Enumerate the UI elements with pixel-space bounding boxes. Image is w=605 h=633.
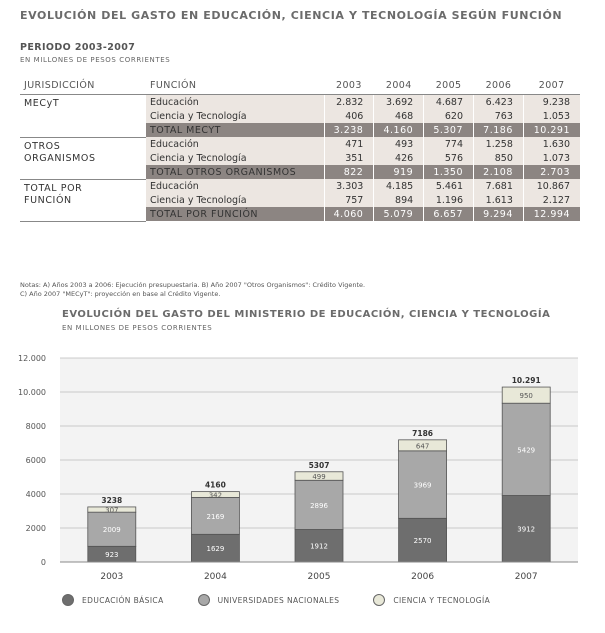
total-label: TOTAL OTROS ORGANISMOS [146,165,324,179]
segment-label: 5429 [517,446,536,455]
value-cell: 351 [324,151,374,165]
total-cell: 7.186 [474,123,524,137]
total-cell: 1.350 [424,165,474,179]
value-cell: 763 [474,109,524,123]
table-header-row [20,77,580,95]
segment-label: 499 [312,473,326,482]
legend-label: CIENCIA Y TECNOLOGÍA [393,595,491,605]
legend-swatch-ciencia [373,594,385,606]
col-header-function: FUNCIÓN [146,77,324,95]
table-row [20,95,580,110]
legend-label: UNIVERSIDADES NACIONALES [217,595,340,605]
y-tick-label: 10.000 [18,388,46,397]
col-header-2005: 2005 [424,77,474,95]
col-header-2007: 2007 [523,77,580,95]
value-cell: 1.053 [523,109,580,123]
value-cell: 1.258 [474,137,524,151]
col-header-jurisdiction: JURISDICCIÓN [20,77,146,95]
segment-label: 1629 [206,545,225,554]
legend-item [198,594,340,606]
col-header-2006: 2006 [474,77,524,95]
value-cell: 757 [324,193,374,207]
value-cell: 5.461 [424,179,474,193]
legend-item [373,594,490,606]
value-cell: 850 [474,151,524,165]
segment-label: 923 [105,551,119,560]
function-cell: Educación [146,95,324,110]
value-cell: 4.687 [424,95,474,110]
col-header-2004: 2004 [374,77,424,95]
note-line: Notas: A) Años 2003 a 2006: Ejecución presupuestaria. B) Año 2007 "Otros Organismos": Crédito Vigente. [20,281,366,289]
value-cell: 3.303 [324,179,374,193]
legend-label: EDUCACIÓN BÁSICA [82,595,164,605]
total-label: 10.291 [511,376,541,386]
y-tick-label: 12.000 [18,354,46,363]
segment-label: 647 [415,442,430,451]
total-label: TOTAL POR FUNCIÓN [146,207,324,221]
value-cell: 620 [424,109,474,123]
value-cell: 468 [374,109,424,123]
y-tick-label: 6000 [25,456,46,465]
segment-label: 1912 [310,542,328,551]
total-cell: 12.994 [523,207,580,221]
total-label: 7186 [412,428,434,438]
value-cell: 6.423 [474,95,524,110]
chart-title: EVOLUCIÓN DEL GASTO DEL MINISTERIO DE EDUCACIÓN, CIENCIA Y TECNOLOGÍA [62,309,551,320]
table-title: EVOLUCIÓN DEL GASTO EN EDUCACIÓN, CIENCIA Y TECNOLOGÍA SEGÚN FUNCIÓN [20,9,563,22]
value-cell: 3.692 [374,95,424,110]
x-tick-label: 2005 [307,572,331,582]
value-cell: 1.073 [523,151,580,165]
function-cell: Ciencia y Tecnología [146,109,324,123]
total-label: 4160 [204,480,226,490]
total-cell: 5.079 [374,207,424,221]
segment-label: 3969 [413,481,432,490]
value-cell: 9.238 [523,95,580,110]
total-cell: 2.703 [523,165,580,179]
function-cell: Educación [146,137,324,151]
x-tick-label: 2003 [100,572,124,582]
jurisdiction-label: MECyT [24,98,60,109]
segment-label: 2169 [206,512,225,521]
legend-item [62,594,164,606]
y-tick-label: 8000 [25,422,46,431]
period-label: PERIODO 2003-2007 [20,42,136,53]
jurisdiction-label: OTROS ORGANISMOS [24,140,96,164]
total-label: TOTAL MECYT [146,123,324,137]
table-notes [20,281,580,299]
segment-label: 2570 [413,537,432,546]
legend-swatch-universidades [198,594,210,606]
value-cell: 493 [374,137,424,151]
y-tick-label: 0 [40,558,46,567]
function-cell: Educación [146,179,324,193]
jurisdiction-cell [20,137,146,179]
segment-label: 950 [519,392,533,401]
value-cell: 2.832 [324,95,374,110]
y-tick-label: 4000 [25,490,46,499]
y-tick-label: 2000 [25,524,46,533]
chart-units: EN MILLONES DE PESOS CORRIENTES [62,324,213,332]
value-cell: 426 [374,151,424,165]
x-tick-label: 2007 [514,572,538,582]
total-cell: 919 [374,165,424,179]
total-cell: 2.108 [474,165,524,179]
total-label: 3238 [101,495,123,505]
total-cell: 822 [324,165,374,179]
table-row [20,179,580,193]
value-cell: 471 [324,137,374,151]
legend-swatch-basica [62,594,74,606]
value-cell: 894 [374,193,424,207]
value-cell: 1.196 [424,193,474,207]
value-cell: 2.127 [523,193,580,207]
table-units: EN MILLONES DE PESOS CORRIENTES [20,56,171,64]
note-line: C) Año 2007 "MECyT": proyección en base al Crédito Vigente. [20,290,221,298]
col-header-2003: 2003 [324,77,374,95]
chart-legend [62,594,524,606]
segment-label: 342 [208,491,223,500]
x-tick-label: 2004 [203,572,227,582]
segment-label: 2009 [102,526,121,535]
function-cell: Ciencia y Tecnología [146,193,324,207]
value-cell: 4.185 [374,179,424,193]
function-cell: Ciencia y Tecnología [146,151,324,165]
value-cell: 10.867 [523,179,580,193]
stacked-bar-chart [0,340,605,590]
value-cell: 406 [324,109,374,123]
value-cell: 1.630 [523,137,580,151]
value-cell: 774 [424,137,474,151]
value-cell: 576 [424,151,474,165]
total-label: 5307 [308,460,330,470]
segment-label: 3912 [517,525,536,534]
total-cell: 3.238 [324,123,374,137]
total-cell: 5.307 [424,123,474,137]
jurisdiction-cell [20,95,146,138]
jurisdiction-cell [20,179,146,221]
total-cell: 10.291 [523,123,580,137]
x-tick-label: 2006 [411,572,435,582]
total-cell: 4.060 [324,207,374,221]
table-row [20,137,580,151]
total-cell: 9.294 [474,207,524,221]
spending-table [20,77,580,222]
segment-label: 307 [105,506,119,515]
total-cell: 4.160 [374,123,424,137]
value-cell: 1.613 [474,193,524,207]
total-cell: 6.657 [424,207,474,221]
value-cell: 7.681 [474,179,524,193]
jurisdiction-label: TOTAL POR FUNCIÓN [24,182,83,206]
segment-label: 2896 [310,501,328,510]
